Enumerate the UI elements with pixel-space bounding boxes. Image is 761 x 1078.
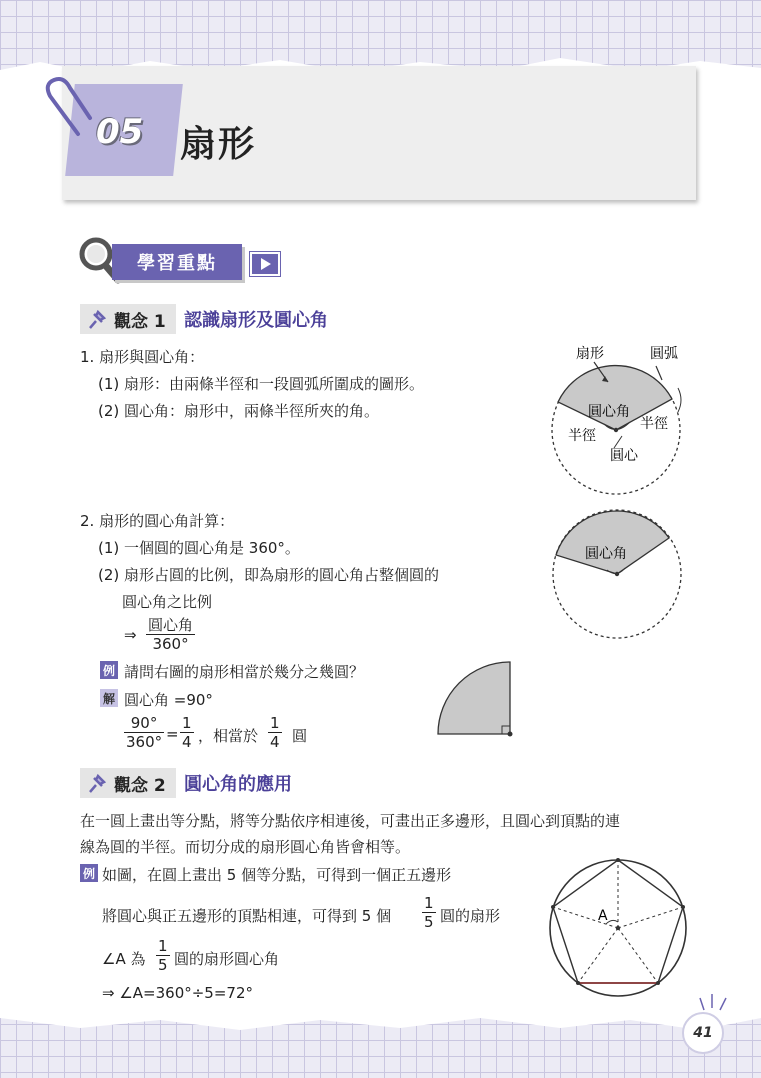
c1-item2-1: (1) 一個圓的圓心角是 360°。 [98, 539, 300, 557]
sol-fraction-3 [268, 714, 282, 751]
sol-frac2-num: 1 [182, 714, 192, 732]
sol-end-text: 圓 [292, 727, 308, 745]
example-text-2: 如圖，在圓上畫出 5 個等分點，可得到一個正五邊形 [102, 866, 452, 884]
play-video-button[interactable] [250, 252, 280, 276]
ratio-denominator: 360° [152, 635, 189, 653]
sol-frac3-num: 1 [270, 714, 280, 732]
fig1-arc-label: 圓弧 [650, 346, 678, 362]
sol-frac2-den: 4 [182, 733, 192, 751]
c2-frac1-den: 5 [424, 913, 434, 931]
c1-item1-1: (1) 扇形：由兩條半徑和一段圓弧所圍成的圖形。 [98, 375, 425, 393]
fig1-center-label: 圓心 [610, 448, 638, 464]
fig1-central-angle-label: 圓心角 [588, 404, 630, 420]
sol-middle-text: ，相當於 [198, 727, 259, 745]
example-text-1: 請問右圖的扇形相當於幾分之幾圓？ [124, 663, 365, 681]
concept1-name: 觀念 1 [114, 311, 166, 332]
concept1-bar [80, 304, 680, 334]
example-tag-1: 例 [100, 661, 118, 679]
sparkle-icon [696, 990, 736, 1014]
c2-line2-pre: 將圓心與正五邊形的頂點相連，可得到 5 個 [102, 907, 392, 925]
solution-tag: 解 [100, 689, 118, 707]
sol-equals: = [166, 725, 179, 743]
c2-frac2-den: 5 [158, 956, 168, 974]
fig3-angle-label: A [598, 908, 608, 924]
c2-para-line1: 在一圓上畫出等分點，將等分點依序相連後，可畫出正多邊形，且圓心到頂點的連 [80, 812, 621, 830]
sector-diagram-2 [545, 508, 685, 648]
ratio-numerator: 圓心角 [148, 616, 194, 634]
c2-frac2-num: 1 [158, 937, 168, 955]
concept1-title: 認識扇形及圓心角 [184, 310, 328, 331]
sol-frac1-num: 90° [124, 714, 164, 733]
c2-fraction-1 [422, 894, 436, 931]
solution-line1: 圓心角 =90° [124, 691, 213, 709]
sector-diagram-1 [548, 340, 708, 500]
sol-frac1-den: 360° [126, 733, 163, 751]
page-number: 41 [682, 1012, 724, 1054]
pushpin-icon [86, 772, 108, 794]
pentagon-diagram [546, 852, 696, 1002]
ratio-arrow: ⇒ [124, 626, 137, 644]
c2-fraction-2 [156, 937, 170, 974]
sol-frac3-den: 4 [270, 733, 280, 751]
fig1-radius-right-label: 半徑 [640, 416, 668, 432]
c2-line4: ⇒ ∠A=360°÷5=72° [102, 984, 254, 1002]
c1-item1-2: (2) 圓心角：扇形中，兩條半徑所夾的角。 [98, 402, 380, 420]
fig1-radius-left-label: 半徑 [568, 428, 596, 444]
sol-fraction-2 [180, 714, 194, 751]
c2-frac1-num: 1 [424, 894, 434, 912]
quarter-circle-diagram [432, 656, 522, 742]
chapter-title: 扇形 [180, 124, 257, 165]
concept2-name: 觀念 2 [114, 775, 166, 796]
fig2-central-angle-label: 圓心角 [585, 546, 627, 562]
c1-item2: 2. 扇形的圓心角計算： [80, 512, 235, 530]
sol-fraction-1 [124, 714, 164, 751]
concept2-title: 圓心角的應用 [184, 774, 292, 795]
ratio-fraction [146, 616, 195, 653]
c1-item2-2b: 圓心角之比例 [122, 593, 213, 611]
example-tag-2: 例 [80, 864, 98, 882]
chapter-number: 05 [96, 112, 144, 152]
section-label: 學習重點 [112, 244, 242, 280]
pushpin-icon [86, 308, 108, 330]
c2-line3-pre: ∠A 為 [102, 950, 146, 968]
concept2-bar [80, 768, 680, 798]
c2-line3-post: 圓的扇形圓心角 [174, 950, 280, 968]
c2-line2-post: 圓的扇形 [440, 907, 501, 925]
fig1-sector-label: 扇形 [576, 346, 604, 362]
c1-item1: 1. 扇形與圓心角： [80, 348, 205, 366]
c1-item2-2a: (2) 扇形占圓的比例，即為扇形的圓心角占整個圓的 [98, 566, 440, 584]
c2-para-line2: 線為圓的半徑。而切分成的扇形圓心角皆會相等。 [80, 838, 411, 856]
